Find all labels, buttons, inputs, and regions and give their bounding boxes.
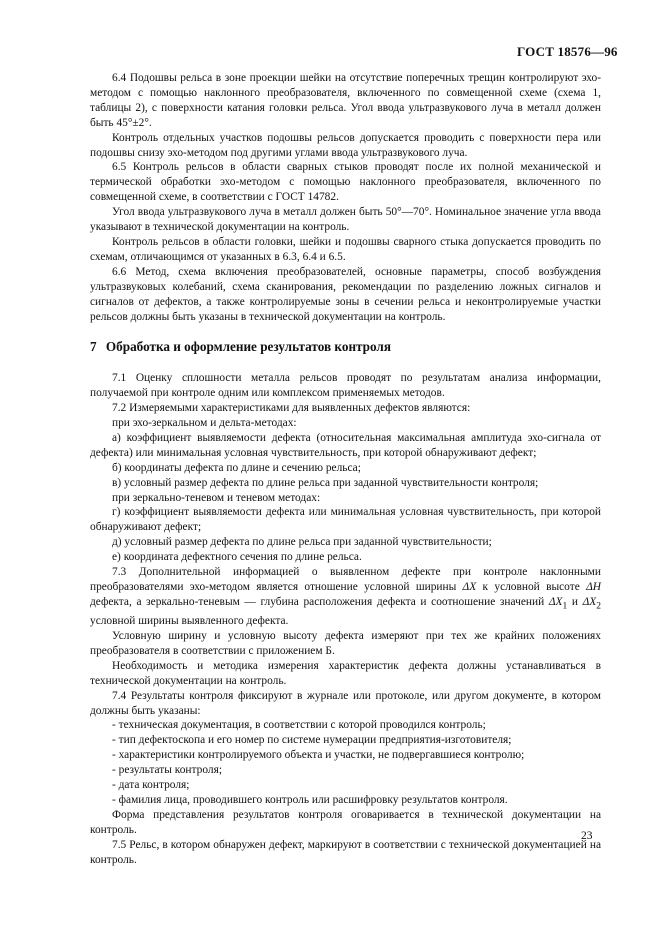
paragraph-7-3-part1: 7.3 Дополнительной информацией о выявленном дефекте при контроле наклонными преобразователями эхо-методом является отношение условной ширины	[90, 566, 601, 593]
list-item-7-4: - результаты контроля;	[112, 764, 222, 777]
list-item-7-4: - характеристики контролируемого объекта и участки, не подвергавшиеся контролю;	[112, 749, 525, 762]
paragraph-7-5: 7.5 Рельс, в котором обнаружен дефект, маркируют в соответствии с технической документацией на контроль.	[90, 838, 601, 866]
list-item-7-2-d: д) условный размер дефекта по длине рельса при заданной чувствительности;	[112, 536, 492, 549]
paragraph-7-3-measure: Условную ширину и условную высоту дефекта измеряют при тех же крайних положениях преобразователя в соответствии с приложением Б.	[90, 630, 601, 657]
symbol-delta-x2: ΔX	[582, 595, 597, 608]
subscript-2: 2	[596, 601, 601, 612]
paragraph-6-4: 6.4 Подошвы рельса в зоне проекции шейки на отсутствие поперечных трещин контролируют эхо-методом с помощью наклонного преобразователя, включенного по совмещенной схеме (схема 1, таблицы 2), с поверхности катания головки рельса. Угол ввода ультразвукового луча в металл должен быть 45°±2°.	[90, 72, 601, 129]
list-item-7-2-g: г) коэффициент выявляемости дефекта или минимальная условная чувствительность, при которой обнаруживают дефект;	[90, 506, 601, 534]
symbol-delta-h: ΔH	[586, 581, 601, 593]
paragraph-7-4: 7.4 Результаты контроля фиксируют в журнале или протоколе, или другом документе, в котором должны быть указаны:	[90, 689, 601, 717]
section-7-heading	[90, 340, 601, 355]
paragraph-7-2: 7.2 Измеряемыми характеристиками для выявленных дефектов являются:	[112, 402, 471, 415]
symbol-delta-x1: ΔX	[548, 595, 563, 608]
list-item-7-2-a: а) коэффициент выявляемости дефекта (относительная максимальная амплитуда эхо-сигнала от дефекта) или минимальная условная чувствительность, при которой обнаруживают дефект;	[90, 431, 601, 459]
document-body	[90, 71, 601, 868]
paragraph-7-1: 7.1 Оценку сплошности металла рельсов проводят по результатам анализа информации, получаемой при контроле одним или комплексом применяемых методов.	[90, 372, 601, 400]
document-code-header: ГОСТ 18576—96	[517, 44, 618, 59]
paragraph-7-3-part3: дефекта, а зеркально-теневым — глубина расположения дефекта и соотношение значений	[90, 595, 549, 608]
list-item-7-2-b: б) координаты дефекта по длине и сечению рельса;	[112, 461, 361, 474]
section-7-title: Обработка и оформление результатов контроля	[105, 339, 391, 355]
paragraph-6-6: 6.6 Метод, схема включения преобразователей, основные параметры, способ возбуждения ультразвуковых колебаний, схема сканирования, рекомендации по разделению ложных сигналов и сигналов от дефектов, а также контролируемые зоны в сечении рельса и неконтролируемые участки рельсов должны быть указаны в технической документации на контроль.	[90, 265, 601, 323]
paragraph-6-4-note: Контроль отдельных участков подошвы рельсов допускается проводить с поверхности пера или подошвы снизу эхо-методом под другими углами ввода ультразвукового луча.	[90, 131, 601, 159]
list-item-7-4: - техническая документация, в соответствии с которой проводился контроль;	[112, 719, 486, 732]
list-item-7-4: - фамилия лица, проводившего контроль или расшифровку результатов контроля.	[112, 793, 508, 806]
page-number: 23	[581, 830, 593, 842]
section-7-number: 7	[90, 339, 97, 355]
symbol-delta-x: ΔX	[462, 581, 477, 593]
subscript-1: 1	[562, 601, 568, 612]
paragraph-7-4-form: Форма представления результатов контроля оговаривается в технической документации на контроль.	[90, 808, 601, 836]
paragraph-7-3-part2: к условной высоте	[476, 581, 587, 593]
paragraph-7-2-shadow-methods: при зеркально-теневом и теневом методах:	[112, 491, 321, 504]
paragraph-6-5-angle: Угол ввода ультразвукового луча в металл должен быть 50°—70°. Номинальное значение угла ввода указывают в технической документации на контроль.	[90, 206, 601, 234]
paragraph-7-2-echo-methods: при эхо-зеркальном и дельта-методах:	[112, 417, 297, 430]
list-item-7-4: - дата контроля;	[112, 779, 190, 792]
paragraph-7-3-and: и	[567, 595, 583, 608]
paragraph-6-5-weld: Контроль рельсов в области головки, шейки и подошвы сварного стыка допускается проводить по схемам, отличающимся от указанных в 6.3, 6.4 и 6.5.	[90, 235, 601, 263]
paragraph-7-3	[90, 565, 601, 629]
paragraph-6-5: 6.5 Контроль рельсов в области сварных стыков проводят после их полной механической и термической обработки эхо-методом с помощью наклонного преобразователя, включенного по совмещенной схеме, в соответствии с ГОСТ 14782.	[90, 161, 601, 204]
paragraph-7-3-end: условной ширины выявленного дефекта.	[90, 615, 289, 628]
list-item-7-2-v: в) условный размер дефекта по длине рельса при заданной чувствительности контроля;	[112, 476, 539, 489]
list-item-7-4: - тип дефектоскопа и его номер по системе нумерации предприятия-изготовителя;	[112, 734, 512, 747]
paragraph-7-3-method: Необходимость и методика измерения характеристик дефекта должны устанавливаться в технической документации на контроль.	[90, 659, 601, 687]
list-item-7-2-e: е) координата дефектного сечения по длине рельса.	[112, 551, 362, 564]
